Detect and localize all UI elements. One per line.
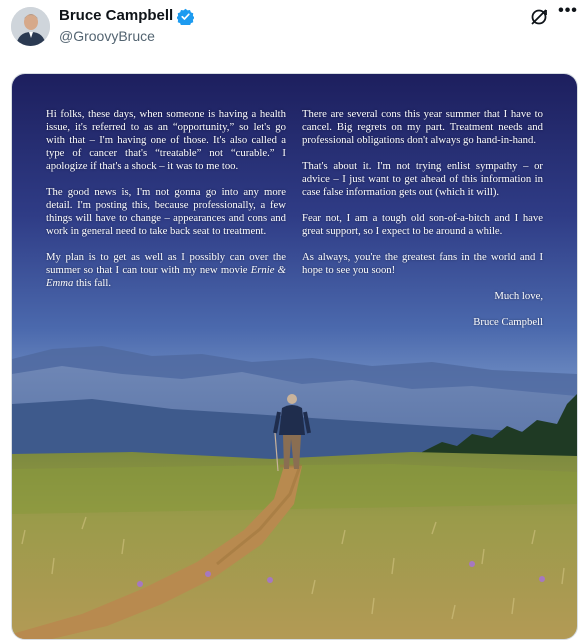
more-options-icon[interactable]: ••• — [558, 2, 578, 19]
letter-left-column — [46, 108, 286, 303]
movie-title: Ernie & Emma — [46, 264, 286, 289]
letter-right-column — [302, 108, 543, 342]
letter-signature: Bruce Campbell — [473, 316, 543, 328]
letter-paragraph: As always, you're the greatest fans in the world and I hope to see you soon! — [302, 251, 543, 276]
letter-paragraph: The good news is, I'm not gonna go into any more detail. I'm posting this, because professionally, a few things will have to change – appearances and cons and work in general need to take back seat to treatment. — [46, 186, 286, 237]
avatar-image — [11, 7, 50, 46]
letter-paragraph: That's about it. I'm not trying enlist sympathy – or advice – I just want to get ahead of this information in case false information gets out (which it will). — [302, 160, 543, 198]
post-header — [0, 0, 588, 70]
author-handle[interactable]: @GroovyBruce — [59, 28, 155, 44]
letter-paragraph: There are several cons this year summer that I have to cancel. Big regrets on my part. Treatment needs and professional obligations don't always go hand-in-hand. — [302, 108, 543, 146]
letter-closing: Much love, — [494, 290, 543, 302]
profile-avatar[interactable] — [11, 7, 50, 46]
letter-paragraph: Hi folks, these days, when someone is having a health issue, it's referred to as an “opportunity,” so let's go with that – I'm having one of those. It's also called a type of cancer that's “treatable” not “curable.” I apologize if that's a shock – it was to me too. — [46, 108, 286, 172]
letter-paragraph: Fear not, I am a tough old son-of-a-bitch and I have great support, so I expect to be around a while. — [302, 212, 543, 237]
letter-paragraph — [46, 251, 286, 290]
letter-text: this fall. — [73, 277, 112, 289]
verified-badge-icon — [177, 8, 194, 25]
author-name[interactable]: Bruce Campbell — [59, 7, 174, 24]
letter-image[interactable] — [11, 73, 578, 640]
grok-icon[interactable] — [529, 7, 549, 27]
letter-text: My plan is to get as well as I possibly can over the summer so that I can tour with my new movie — [46, 251, 286, 276]
